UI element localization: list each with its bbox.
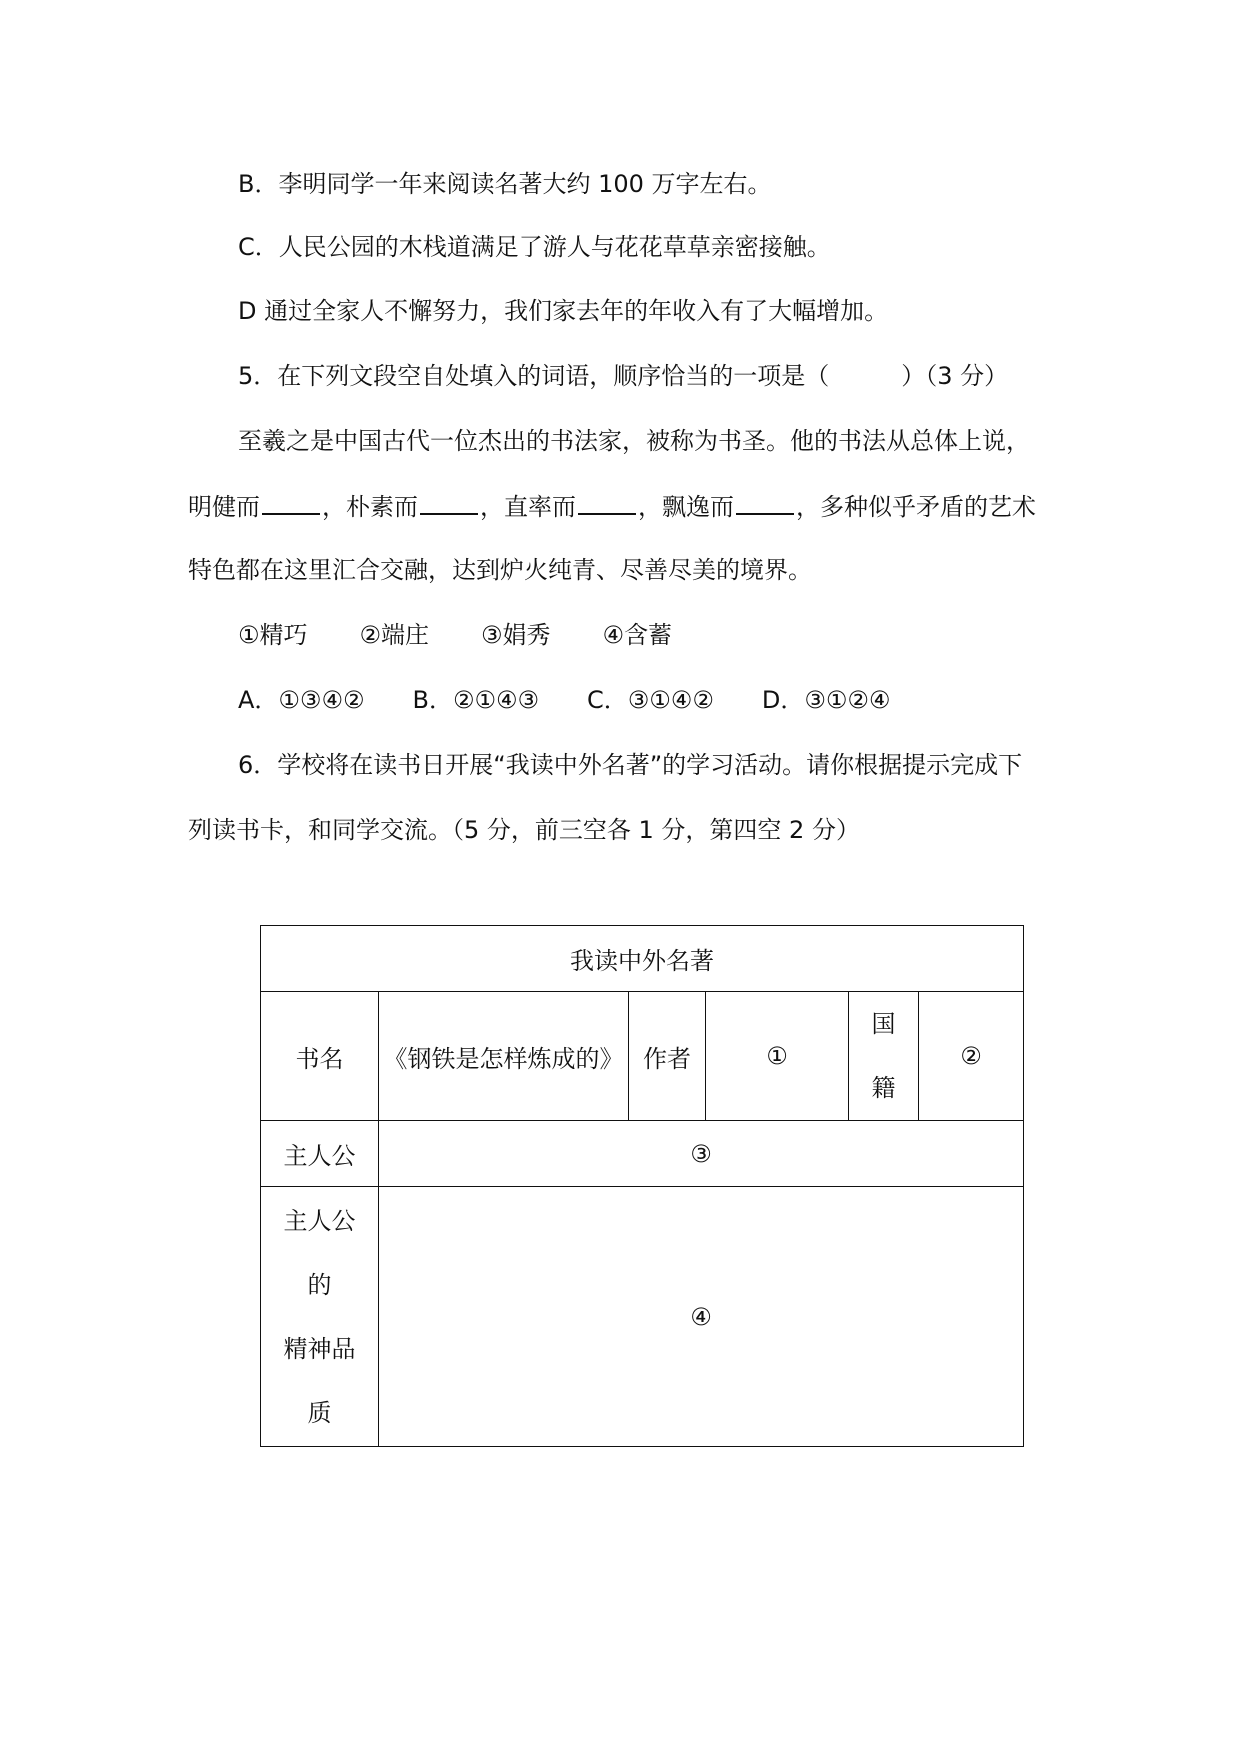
question-5: 5．在下列文段空自处填入的词语，顺序恰当的一项是（ ）（3 分） xyxy=(238,362,1009,390)
word-option: ①精巧 xyxy=(238,621,308,649)
book-label: 书名 xyxy=(261,992,379,1121)
passage-line-1: 至羲之是中国古代一位杰出的书法家，被称为书圣。他的书法从总体上说， xyxy=(238,427,1030,455)
passage-text: ，多种似乎矛盾的艺术 xyxy=(796,493,1036,521)
quality-blank: ④ xyxy=(379,1187,1024,1447)
word-options xyxy=(238,617,724,653)
question-6-continued: 列读书卡，和同学交流。（5 分，前三空各 1 分，第四空 2 分） xyxy=(188,816,860,844)
fill-blank xyxy=(420,487,478,515)
fill-blank xyxy=(578,487,636,515)
reading-card xyxy=(260,925,1024,1447)
fill-blank xyxy=(736,487,794,515)
card-title: 我读中外名著 xyxy=(261,926,1024,992)
protagonist-blank: ③ xyxy=(379,1121,1024,1187)
author-label: 作者 xyxy=(629,992,706,1121)
question-6: 6．学校将在读书日开展“我读中外名著”的学习活动。请你根据提示完成下 xyxy=(238,751,1023,779)
author-blank: ① xyxy=(706,992,849,1121)
quality-label xyxy=(261,1187,379,1447)
nationality-blank: ② xyxy=(919,992,1024,1121)
word-option: ②端庄 xyxy=(359,621,430,649)
passage-text: 明健而 xyxy=(188,493,260,521)
answer-choice: A．①③④② xyxy=(238,686,365,714)
passage-line-3: 特色都在这里汇合交融，达到炉火纯青、尽善尽美的境界。 xyxy=(188,556,812,584)
answer-choices xyxy=(238,682,938,718)
protagonist-label: 主人公 xyxy=(261,1121,379,1187)
nationality-label-char: 籍 xyxy=(871,1074,896,1102)
quality-label-line: 主人公 xyxy=(283,1206,356,1235)
quality-label-line: 精神品 xyxy=(283,1334,356,1363)
option-d: D 通过全家人不懈努力，我们家去年的年收入有了大幅增加。 xyxy=(238,297,889,325)
option-c: C．人民公园的木栈道满足了游人与花花草草亲密接触。 xyxy=(238,233,831,261)
answer-choice: D．③①②④ xyxy=(761,686,891,714)
passage-text: ，飘逸而 xyxy=(638,493,734,521)
quality-label-line: 的 xyxy=(307,1270,332,1299)
answer-choice: B．②①④③ xyxy=(412,686,540,714)
answer-choice: C．③①④② xyxy=(587,686,714,714)
nationality-label xyxy=(849,992,919,1121)
word-option: ③娟秀 xyxy=(481,621,551,649)
passage-line-2 xyxy=(188,487,1036,525)
nationality-label-char: 国 xyxy=(871,1010,896,1038)
option-b: B．李明同学一年来阅读名著大约 100 万字左右。 xyxy=(238,170,772,198)
passage-text: ，朴素而 xyxy=(322,493,418,521)
passage-text: ，直率而 xyxy=(480,493,576,521)
fill-blank xyxy=(262,487,320,515)
word-option: ④含蓄 xyxy=(602,621,673,649)
quality-label-line: 质 xyxy=(307,1398,332,1427)
book-name: 《钢铁是怎样炼成的》 xyxy=(379,992,629,1121)
